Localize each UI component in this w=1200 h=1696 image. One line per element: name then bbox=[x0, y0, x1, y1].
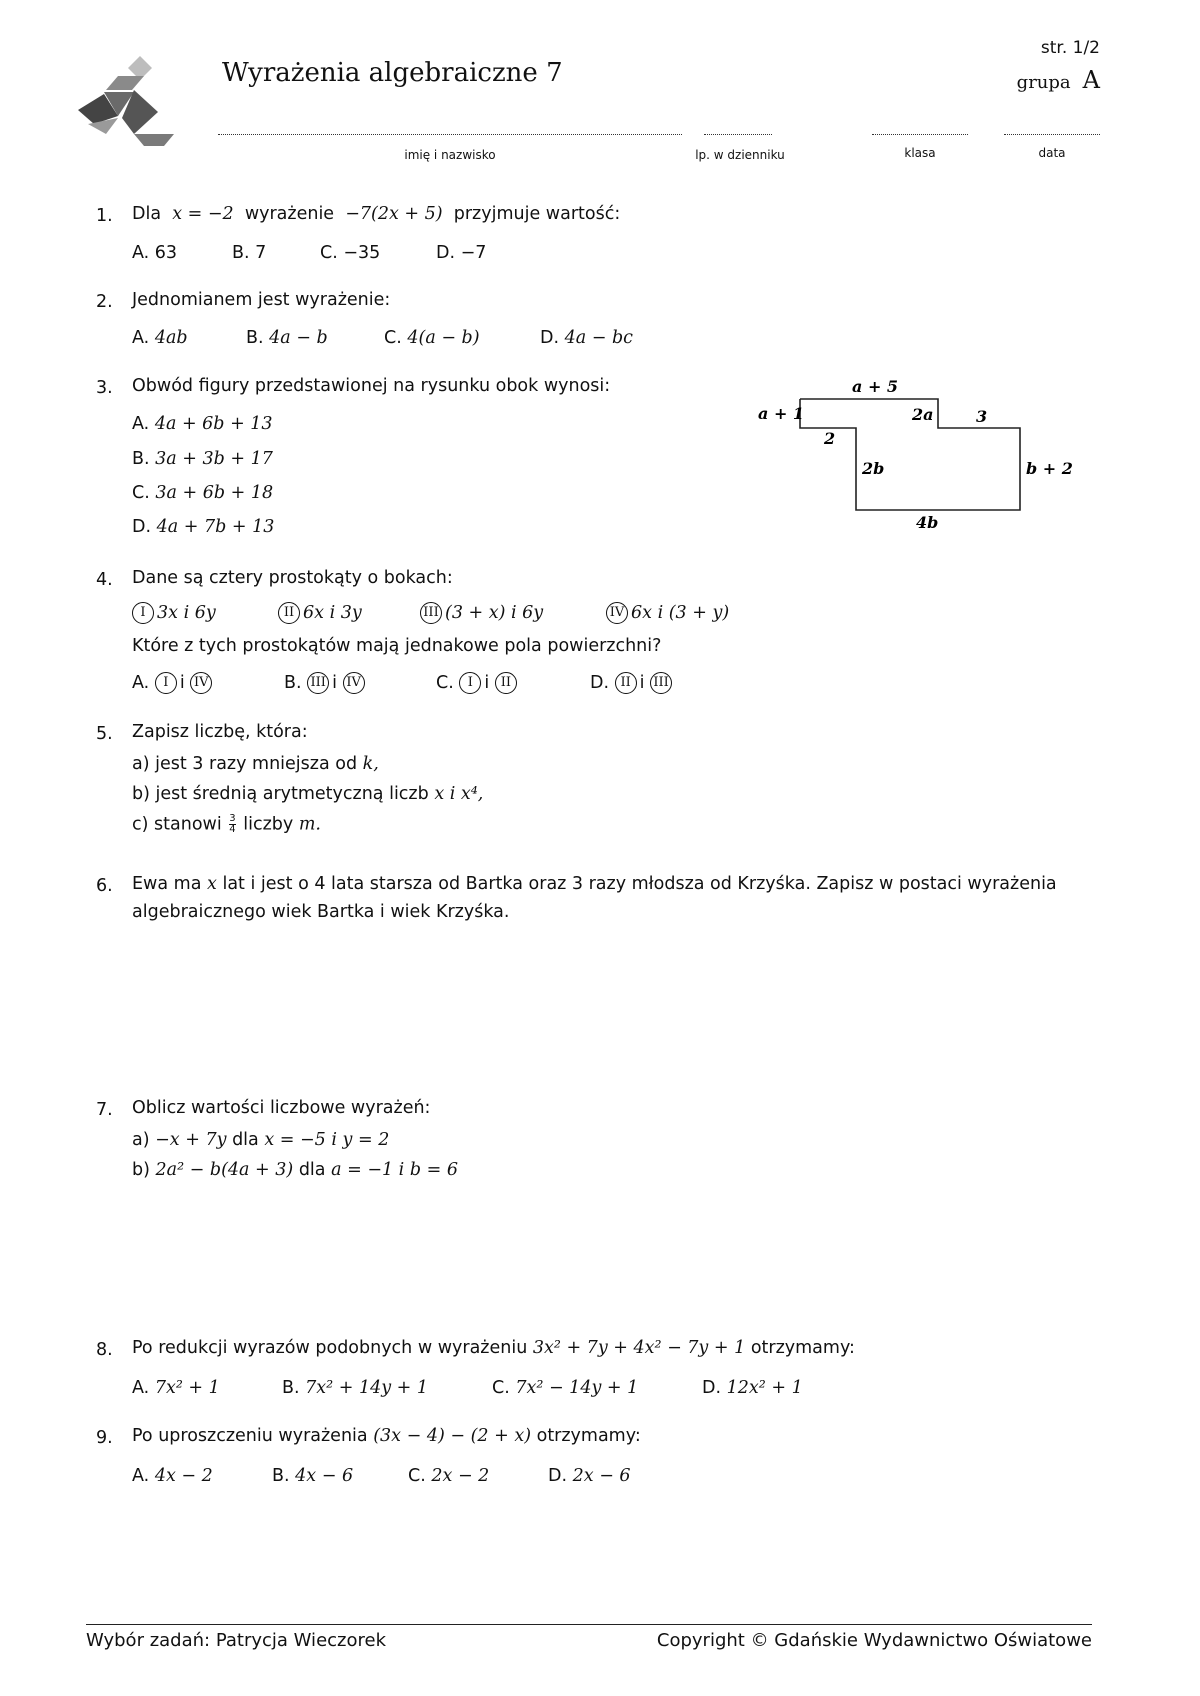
q4-rect-1-expr: 3x i 6y bbox=[157, 603, 216, 623]
q4-rect-1-numeral: I bbox=[132, 602, 154, 624]
journal-number-field[interactable] bbox=[704, 134, 772, 135]
q9-answer-d[interactable] bbox=[548, 1466, 631, 1486]
q8-answer-b-letter: B. bbox=[282, 1378, 300, 1398]
q3-label-right: b + 2 bbox=[1026, 459, 1073, 478]
q8-text bbox=[132, 1338, 855, 1358]
q9-expr: (3x − 4) − (2 + x) bbox=[373, 1426, 532, 1446]
q4-answer-c-r1: I bbox=[459, 672, 481, 694]
q9-answer-c-letter: C. bbox=[408, 1466, 426, 1486]
q2-number: 2. bbox=[96, 292, 113, 312]
q7-number: 7. bbox=[96, 1100, 113, 1120]
q9-text-end: otrzymamy: bbox=[536, 1426, 641, 1446]
q9-answer-d-letter: D. bbox=[548, 1466, 568, 1486]
q5-b-expr: x i x⁴, bbox=[434, 784, 484, 804]
q5-c-var: m. bbox=[298, 814, 321, 835]
q6-line1-var: x bbox=[207, 874, 217, 894]
q7-b-label: b) bbox=[132, 1160, 150, 1180]
q4-question: Które z tych prostokątów mają jednakowe pola powierzchni? bbox=[132, 636, 662, 656]
q8-text-end: otrzymamy: bbox=[750, 1338, 855, 1358]
q7-text: Oblicz wartości liczbowe wyrażeń: bbox=[132, 1098, 431, 1118]
publisher-logo bbox=[74, 54, 184, 146]
group-label: grupa bbox=[1016, 72, 1071, 93]
q4-answer-a-letter: A. bbox=[132, 673, 150, 693]
q3-answer-b-expr: 3a + 3b + 17 bbox=[155, 449, 273, 469]
q5-c-text1: stanowi bbox=[154, 814, 222, 835]
q9-answer-b[interactable] bbox=[272, 1466, 353, 1486]
q1-expr1: x = −2 bbox=[172, 204, 234, 224]
q9-answer-a[interactable] bbox=[132, 1466, 213, 1486]
q7-b-expr: 2a² − b(4a + 3) bbox=[155, 1160, 294, 1180]
page-number: str. 1/2 bbox=[1040, 38, 1100, 58]
q8-answer-b-expr: 7x² + 14y + 1 bbox=[305, 1378, 429, 1398]
q9-answer-c-expr: 2x − 2 bbox=[431, 1466, 490, 1486]
q1-text-b: wyrażenie bbox=[244, 204, 335, 224]
q4-answer-b[interactable] bbox=[284, 672, 368, 694]
q2-answer-d-letter: D. bbox=[540, 328, 560, 348]
date-field[interactable] bbox=[1004, 134, 1100, 135]
journal-number-label: lp. w dzienniku bbox=[695, 148, 785, 162]
q5-a-label: a) bbox=[132, 754, 150, 774]
q4-rect-3-numeral: III bbox=[420, 602, 442, 624]
q9-answer-d-expr: 2x − 6 bbox=[572, 1466, 631, 1486]
q6-answer-area[interactable] bbox=[132, 930, 1092, 1080]
q4-answer-a[interactable] bbox=[132, 672, 215, 694]
footer-copyright: Copyright © Gdańskie Wydawnictwo Oświatowe bbox=[656, 1630, 1092, 1651]
q8-answer-c[interactable] bbox=[492, 1378, 638, 1398]
q2-answer-c-letter: C. bbox=[384, 328, 402, 348]
q3-answer-c[interactable] bbox=[132, 483, 273, 503]
q5-number: 5. bbox=[96, 724, 113, 744]
class-label: klasa bbox=[904, 146, 936, 160]
footer-divider bbox=[86, 1624, 1092, 1625]
q4-number: 4. bbox=[96, 570, 113, 590]
q9-number: 9. bbox=[96, 1428, 113, 1448]
q8-number: 8. bbox=[96, 1340, 113, 1360]
q8-text-start: Po redukcji wyrazów podobnych w wyrażeniu bbox=[132, 1338, 528, 1358]
group-indicator bbox=[1017, 66, 1100, 94]
q1-number: 1. bbox=[96, 206, 113, 226]
q8-answer-d[interactable] bbox=[702, 1378, 803, 1398]
q7-item-a bbox=[132, 1130, 389, 1150]
worksheet-title: Wyrażenia algebraiczne 7 bbox=[222, 58, 563, 88]
q1-answer-c[interactable]: C. −35 bbox=[320, 243, 381, 263]
q7-a-label: a) bbox=[132, 1130, 150, 1150]
q6-line-2: algebraicznego wiek Bartka i wiek Krzyśka. bbox=[132, 902, 510, 922]
q5-text: Zapisz liczbę, która: bbox=[132, 722, 308, 742]
q3-label-right-top: 3 bbox=[976, 407, 988, 426]
q1-answer-b[interactable]: B. 7 bbox=[232, 243, 267, 263]
q4-rect-4 bbox=[606, 602, 729, 624]
q8-answer-c-expr: 7x² − 14y + 1 bbox=[515, 1378, 639, 1398]
q4-rect-2-numeral: II bbox=[278, 602, 300, 624]
q4-answer-a-joiner: i bbox=[179, 673, 185, 693]
q7-a-vals: x = −5 i y = 2 bbox=[264, 1130, 390, 1150]
q5-b-text: jest średnią arytmetyczną liczb bbox=[155, 784, 429, 804]
q4-answer-d-letter: D. bbox=[590, 673, 610, 693]
q3-label-left: a + 1 bbox=[758, 404, 805, 423]
q2-answer-d[interactable] bbox=[540, 328, 633, 348]
q3-answer-d[interactable] bbox=[132, 517, 274, 537]
q4-answer-b-r1: III bbox=[307, 672, 329, 694]
q2-answer-b-letter: B. bbox=[246, 328, 264, 348]
group-value: A bbox=[1082, 66, 1100, 94]
q5-c-label: c) bbox=[132, 814, 149, 835]
q5-c-fraction bbox=[229, 814, 235, 835]
q3-label-step-top: 2a bbox=[912, 405, 934, 424]
q4-rect-3-expr: (3 + x) i 6y bbox=[445, 603, 544, 623]
q2-answer-c-expr: 4(a − b) bbox=[407, 328, 480, 348]
q7-answer-area[interactable] bbox=[132, 1190, 1092, 1320]
q3-text: Obwód figury przedstawionej na rysunku obok wynosi: bbox=[132, 376, 611, 396]
q2-answer-b-expr: 4a − b bbox=[269, 328, 328, 348]
q7-a-expr: −x + 7y bbox=[155, 1130, 227, 1150]
q4-text: Dane są cztery prostokąty o bokach: bbox=[132, 568, 453, 588]
q5-item-c bbox=[132, 814, 321, 835]
q2-answer-c[interactable] bbox=[384, 328, 480, 348]
q4-answer-b-letter: B. bbox=[284, 673, 302, 693]
q8-answer-a[interactable] bbox=[132, 1378, 220, 1398]
q4-answer-d-r2: III bbox=[650, 672, 672, 694]
q5-c-numerator: 3 bbox=[229, 813, 236, 824]
q2-answer-a-expr: 4ab bbox=[154, 328, 188, 348]
q4-rect-1 bbox=[132, 602, 216, 624]
q9-answer-a-letter: A. bbox=[132, 1466, 150, 1486]
q4-rect-2 bbox=[278, 602, 362, 624]
q8-answer-a-expr: 7x² + 1 bbox=[154, 1378, 220, 1398]
q4-rect-4-numeral: IV bbox=[606, 602, 628, 624]
q1-answer-d[interactable]: D. −7 bbox=[436, 243, 487, 263]
q1-text bbox=[132, 204, 620, 224]
q8-answer-c-letter: C. bbox=[492, 1378, 510, 1398]
q6-number: 6. bbox=[96, 876, 113, 896]
q2-answer-a-letter: A. bbox=[132, 328, 150, 348]
q3-label-step-left: 2 bbox=[824, 429, 836, 448]
name-field[interactable] bbox=[218, 134, 682, 135]
q3-answer-b-letter: B. bbox=[132, 449, 150, 469]
q4-answer-b-r2: IV bbox=[343, 672, 365, 694]
q4-rect-3 bbox=[420, 602, 543, 624]
q1-text-c: przyjmuje wartość: bbox=[453, 204, 621, 224]
q1-expr2: −7(2x + 5) bbox=[345, 204, 443, 224]
q4-answer-d-joiner: i bbox=[639, 673, 645, 693]
q9-text bbox=[132, 1426, 641, 1446]
q4-answer-a-r1: I bbox=[155, 672, 177, 694]
q3-answer-c-letter: C. bbox=[132, 483, 150, 503]
footer-author: Wybór zadań: Patrycja Wieczorek bbox=[86, 1630, 386, 1651]
q5-a-var: k, bbox=[362, 754, 379, 774]
q7-item-b bbox=[132, 1160, 458, 1180]
q4-rect-2-expr: 6x i 3y bbox=[303, 603, 362, 623]
q8-answer-a-letter: A. bbox=[132, 1378, 150, 1398]
q3-answer-a[interactable] bbox=[132, 414, 273, 434]
q6-line1-b: lat i jest o 4 lata starsza od Bartka oraz 3 razy młodsza od Krzyśka. Zapisz w postaci wyrażenia bbox=[222, 874, 1057, 894]
q3-label-inner-vertical: 2b bbox=[862, 459, 885, 478]
q3-label-top: a + 5 bbox=[852, 377, 899, 396]
q4-answer-a-r2: IV bbox=[190, 672, 212, 694]
q3-answer-d-expr: 4a + 7b + 13 bbox=[156, 517, 275, 537]
q2-answer-a[interactable] bbox=[132, 328, 188, 348]
q5-c-text2: liczby bbox=[243, 814, 294, 835]
q4-rect-4-expr: 6x i (3 + y) bbox=[631, 603, 730, 623]
q2-answer-b[interactable] bbox=[246, 328, 328, 348]
q3-number: 3. bbox=[96, 378, 113, 398]
class-field[interactable] bbox=[872, 134, 968, 135]
q7-b-vals: a = −1 i b = 6 bbox=[331, 1160, 458, 1180]
q1-answer-a[interactable]: A. 63 bbox=[132, 243, 178, 263]
q9-answer-b-expr: 4x − 6 bbox=[295, 1466, 354, 1486]
q6-line-1 bbox=[132, 874, 1057, 894]
q4-answer-c-r2: II bbox=[495, 672, 517, 694]
q3-label-bottom: 4b bbox=[916, 513, 939, 532]
q7-a-mid: dla bbox=[232, 1130, 259, 1150]
q8-answer-b[interactable] bbox=[282, 1378, 428, 1398]
q9-answer-c[interactable] bbox=[408, 1466, 489, 1486]
q5-b-label: b) bbox=[132, 784, 150, 804]
q3-figure bbox=[740, 370, 1080, 540]
q5-c-denominator: 4 bbox=[229, 824, 236, 835]
q5-item-b bbox=[132, 784, 483, 804]
q4-answer-c-letter: C. bbox=[436, 673, 454, 693]
q3-answer-b[interactable] bbox=[132, 449, 273, 469]
q8-answer-d-letter: D. bbox=[702, 1378, 722, 1398]
name-field-label: imię i nazwisko bbox=[404, 148, 496, 162]
q9-text-start: Po uproszczeniu wyrażenia bbox=[132, 1426, 368, 1446]
date-label: data bbox=[1038, 146, 1066, 160]
q8-answer-d-expr: 12x² + 1 bbox=[726, 1378, 803, 1398]
q6-line1-a: Ewa ma bbox=[132, 874, 202, 894]
q1-text-a: Dla bbox=[132, 204, 162, 224]
q3-answer-c-expr: 3a + 6b + 18 bbox=[155, 483, 274, 503]
q4-answer-d[interactable] bbox=[590, 672, 675, 694]
q3-answer-d-letter: D. bbox=[132, 517, 152, 537]
q4-answer-c-joiner: i bbox=[484, 673, 490, 693]
q4-answer-c[interactable] bbox=[436, 672, 520, 694]
q9-answer-b-letter: B. bbox=[272, 1466, 290, 1486]
q9-answer-a-expr: 4x − 2 bbox=[154, 1466, 213, 1486]
q5-a-text: jest 3 razy mniejsza od bbox=[155, 754, 358, 774]
q4-answer-b-joiner: i bbox=[332, 673, 338, 693]
q3-answer-a-expr: 4a + 6b + 13 bbox=[154, 414, 273, 434]
q3-answer-a-letter: A. bbox=[132, 414, 150, 434]
q2-text: Jednomianem jest wyrażenie: bbox=[132, 290, 391, 310]
q5-item-a bbox=[132, 754, 379, 774]
q2-answer-d-expr: 4a − bc bbox=[564, 328, 633, 348]
q8-expr: 3x² + 7y + 4x² − 7y + 1 bbox=[532, 1338, 746, 1358]
q7-b-mid: dla bbox=[298, 1160, 326, 1180]
q4-answer-d-r1: II bbox=[615, 672, 637, 694]
